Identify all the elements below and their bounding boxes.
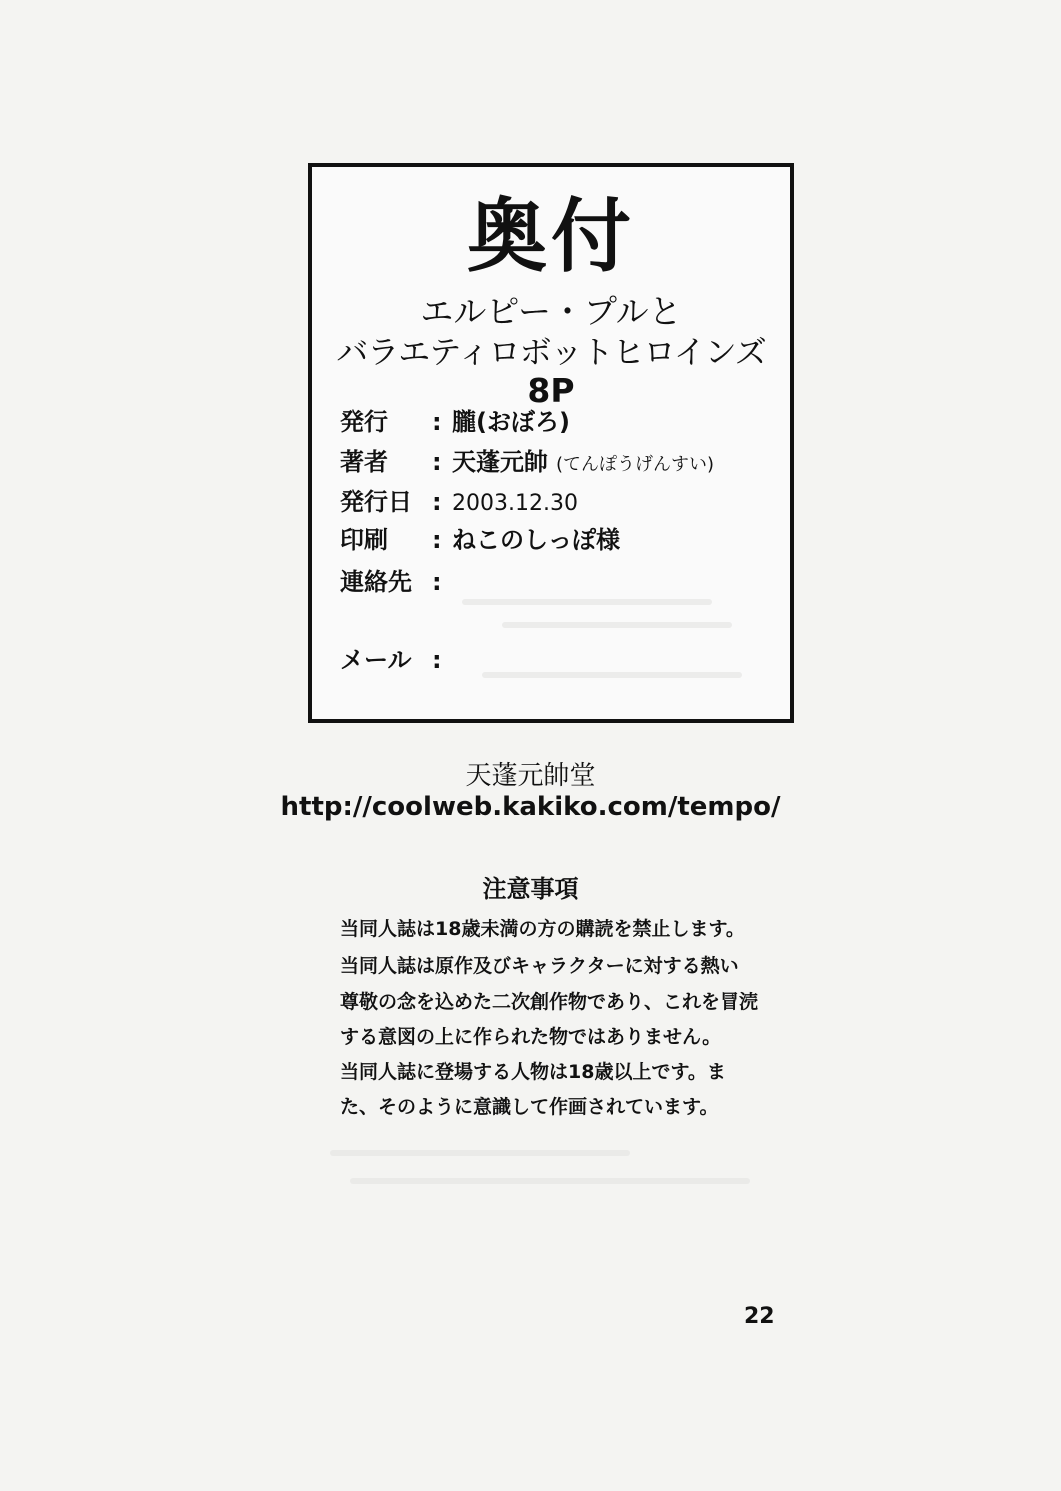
row-value: 2003.12.30 <box>452 491 578 516</box>
row-printer <box>340 523 620 557</box>
row-email <box>340 643 452 677</box>
erased-text-smudge <box>502 622 732 628</box>
page-number: 22 <box>744 1304 775 1329</box>
row-separator: : <box>432 568 442 596</box>
row-reading: (てんぽうげんすい) <box>556 454 715 475</box>
row-value: 朧(おぼろ) <box>452 408 570 436</box>
row-label: 連絡先 <box>340 568 412 596</box>
circle-name: 天蓬元帥堂 <box>465 761 596 791</box>
notice-line: 当同人誌は18歳未満の方の購読を禁止します。 <box>340 918 745 940</box>
title-line-2: バラエティロボットヒロインズ <box>336 333 766 371</box>
row-date <box>340 485 578 519</box>
notice-line: 当同人誌は原作及びキャラクターに対する熱い <box>340 955 739 977</box>
row-separator: : <box>432 646 442 674</box>
row-value: ねこのしっぽ様 <box>452 526 620 554</box>
row-separator: : <box>432 488 442 516</box>
row-label: 発行日 <box>340 488 412 516</box>
notice-line: た、そのように意識して作画されています。 <box>340 1096 719 1118</box>
erased-text-smudge <box>350 1178 750 1184</box>
row-label: 印刷 <box>340 526 388 554</box>
row-label: メール <box>340 646 412 674</box>
erased-text-smudge <box>462 599 712 605</box>
page-count: 8P <box>527 371 575 410</box>
notice-line: する意図の上に作られた物ではありません。 <box>340 1026 722 1048</box>
row-separator: : <box>432 408 442 436</box>
row-author <box>340 445 714 479</box>
notice-line: 当同人誌に登場する人物は18歳以上です。ま <box>340 1061 726 1083</box>
notice-heading: 注意事項 <box>482 875 579 903</box>
notice-line: 尊敬の念を込めた二次創作物であり、これを冒涜 <box>340 991 759 1013</box>
row-publisher <box>340 405 570 439</box>
row-label: 著者 <box>340 448 388 476</box>
row-label: 発行 <box>340 408 388 436</box>
row-separator: : <box>432 448 442 476</box>
erased-text-smudge <box>330 1150 630 1156</box>
colophon-box <box>308 163 794 723</box>
title-line-1: エルピー・プルと <box>420 292 682 331</box>
row-value: 天蓬元帥 <box>452 448 548 476</box>
erased-text-smudge <box>482 672 742 678</box>
row-separator: : <box>432 526 442 554</box>
row-contact <box>340 565 452 599</box>
circle-url-link[interactable]: http://coolweb.kakiko.com/tempo/ <box>280 792 781 822</box>
colophon-heading: 奥付 <box>467 190 635 283</box>
